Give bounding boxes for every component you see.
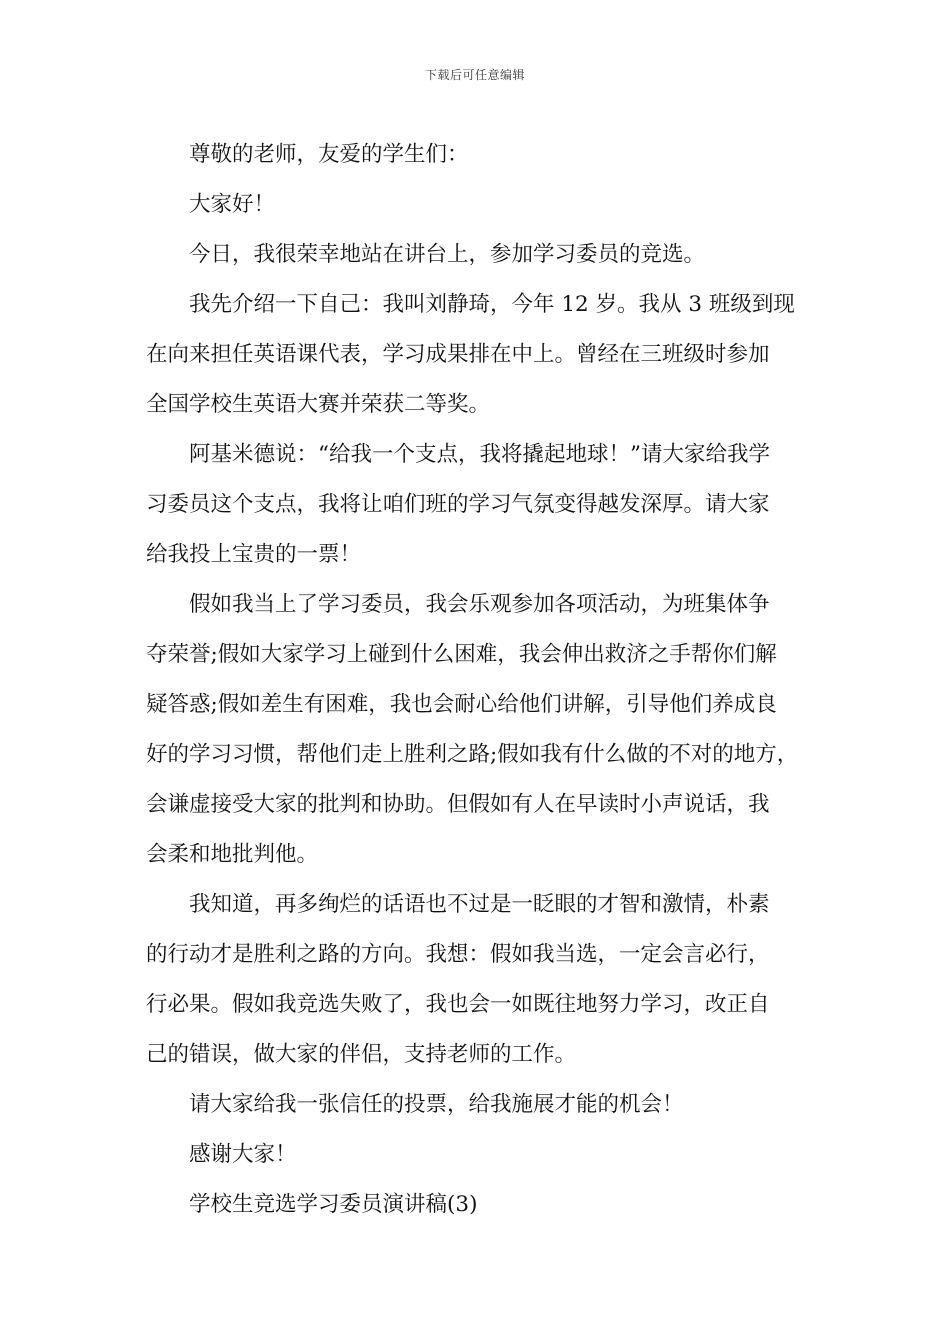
text-line: 我知道，再多绚烂的话语也不过是一眨眼的才智和激情，朴素 xyxy=(189,892,770,917)
text-line: 夺荣誉;假如大家学习上碰到什么困难，我会伸出救济之手帮你们解 xyxy=(146,642,777,667)
text-line: 会柔和地批判他。 xyxy=(146,842,319,867)
text-line: 行必果。假如我竞选失败了，我也会一如既往地努力学习，改正自 xyxy=(146,992,770,1017)
text-line: 给我投上宝贵的一票！ xyxy=(146,542,362,567)
text-line: 假如我当上了学习委员，我会乐观参加各项活动，为班集体争 xyxy=(189,592,770,617)
text-line: 习委员这个支点，我将让咱们班的学习气氛变得越发深厚。请大家 xyxy=(146,492,770,517)
text-line: 学校生竞选学习委员演讲稿(3) xyxy=(189,1192,478,1217)
paragraph-greeting xyxy=(146,180,814,230)
paragraph-commitment xyxy=(146,880,814,1080)
text-line: 己的错误，做大家的伴侣，支持老师的工作。 xyxy=(146,1042,577,1067)
text-line: 尊敬的老师，友爱的学生们： xyxy=(189,142,469,167)
paragraph-thanks xyxy=(146,1130,814,1180)
text-line: 好的学习习惯，帮他们走上胜利之路;假如我有什么做的不对的地方， xyxy=(146,742,799,767)
paragraph-appeal xyxy=(146,1080,814,1130)
text-line: 今日，我很荣幸地站在讲台上，参加学习委员的竞选。 xyxy=(189,242,706,267)
document-body xyxy=(146,130,814,1230)
paragraph-salutation xyxy=(146,130,814,180)
text-line: 疑答惑;假如差生有困难，我也会耐心给他们讲解，引导他们养成良 xyxy=(146,692,777,717)
text-line: 在向来担任英语课代表，学习成果排在中上。曾经在三班级时参加 xyxy=(146,342,770,367)
paragraph-archimedes xyxy=(146,430,814,580)
text-line: 大家好！ xyxy=(189,192,276,217)
paragraph-promises xyxy=(146,580,814,880)
text-line: 的行动才是胜利之路的方向。我想：假如我当选，一定会言必行， xyxy=(146,942,770,967)
text-line: 感谢大家！ xyxy=(189,1142,297,1167)
paragraph-opening xyxy=(146,230,814,280)
paragraph-introduction xyxy=(146,280,814,430)
page-header-note: 下载后可任意编辑 xyxy=(424,68,525,82)
text-line: 全国学校生英语大赛并荣获二等奖。 xyxy=(146,392,491,417)
paragraph-next-title xyxy=(146,1180,814,1230)
text-line: 会谦虚接受大家的批判和协助。但假如有人在早读时小声说话，我 xyxy=(146,792,770,817)
text-line: 阿基米德说：“给我一个支点，我将撬起地球！”请大家给我学 xyxy=(189,442,770,467)
text-line: 我先介绍一下自己：我叫刘静琦，今年 12 岁。我从 3 班级到现 xyxy=(189,292,795,317)
text-line: 请大家给我一张信任的投票，给我施展才能的机会！ xyxy=(189,1092,684,1117)
